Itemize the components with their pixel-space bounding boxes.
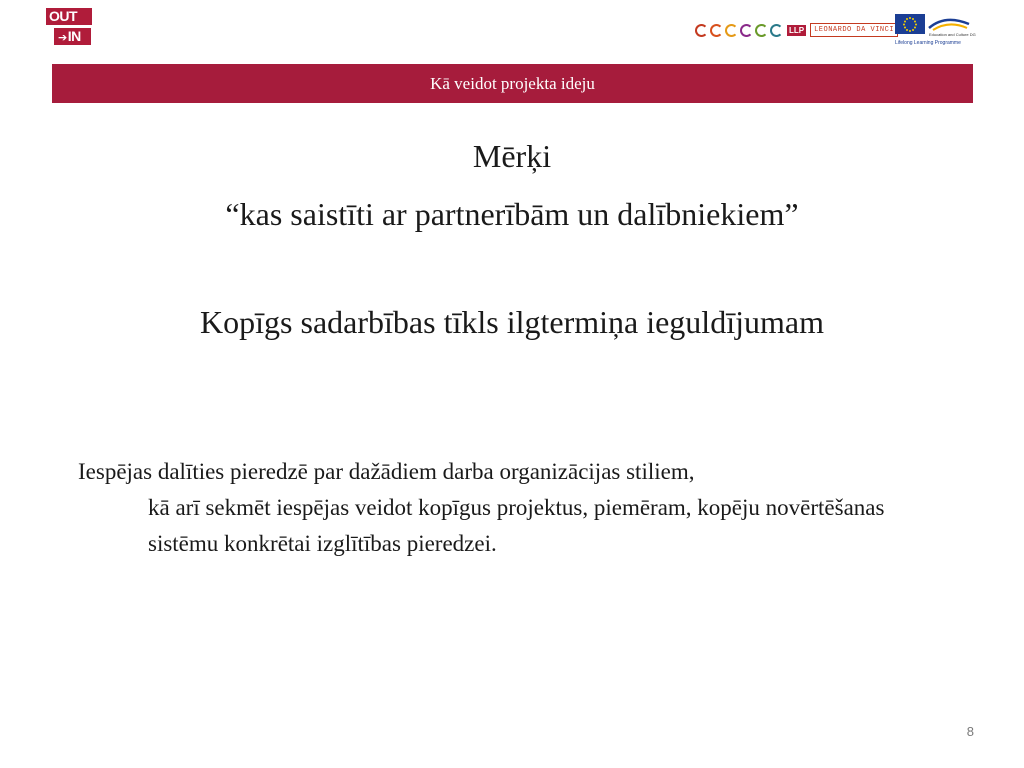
leonardo-da-vinci-label: LEONARDO DA VINCI — [810, 23, 898, 37]
paragraph-continuation: kā arī sekmēt iespējas veidot kopīgus projektus, piemēram, kopēju novērtēšanas sistēmu konkrētai izglītības pieredzei. — [148, 495, 885, 556]
outin-logo-top: OUT — [46, 8, 92, 25]
swoosh-icon — [927, 16, 971, 32]
subtitle: “kas saistīti ar partnerībām un dalībniekiem” — [225, 196, 799, 232]
paragraph-first-line: Iespējas dalīties pieredzē par dažādiem darba organizācijas stiliem, — [78, 459, 695, 484]
spiral-icon — [770, 24, 783, 37]
outin-logo-bottom-text: IN — [67, 28, 81, 44]
slide-content — [60, 136, 964, 342]
eu-flag-icon — [895, 14, 925, 34]
llp-badge: LLP — [789, 25, 805, 35]
spiral-icon — [725, 24, 738, 37]
slide-title: Kā veidot projekta ideju — [430, 74, 595, 93]
outin-logo — [46, 8, 92, 46]
spiral-icon — [695, 24, 708, 37]
title-banner — [52, 64, 973, 103]
eu-caption-programme: Lifelong Learning Programme — [895, 40, 961, 46]
eu-caption-dg: Education and Culture DG — [929, 32, 976, 37]
spiral-icon — [710, 24, 723, 37]
outin-logo-bottom — [54, 28, 91, 45]
leonardo-da-vinci-logo — [695, 22, 898, 38]
eu-lifelong-learning-logo — [895, 14, 975, 50]
spiral-icon — [740, 24, 753, 37]
page-number: 8 — [966, 724, 974, 739]
arrow-right-icon: ➔ — [58, 32, 67, 44]
statement: Kopīgs sadarbības tīkls ilgtermiņa ieguldījumam — [200, 304, 824, 340]
body-paragraph — [78, 454, 958, 562]
spiral-icon — [755, 24, 768, 37]
heading: Mērķi — [472, 138, 552, 174]
